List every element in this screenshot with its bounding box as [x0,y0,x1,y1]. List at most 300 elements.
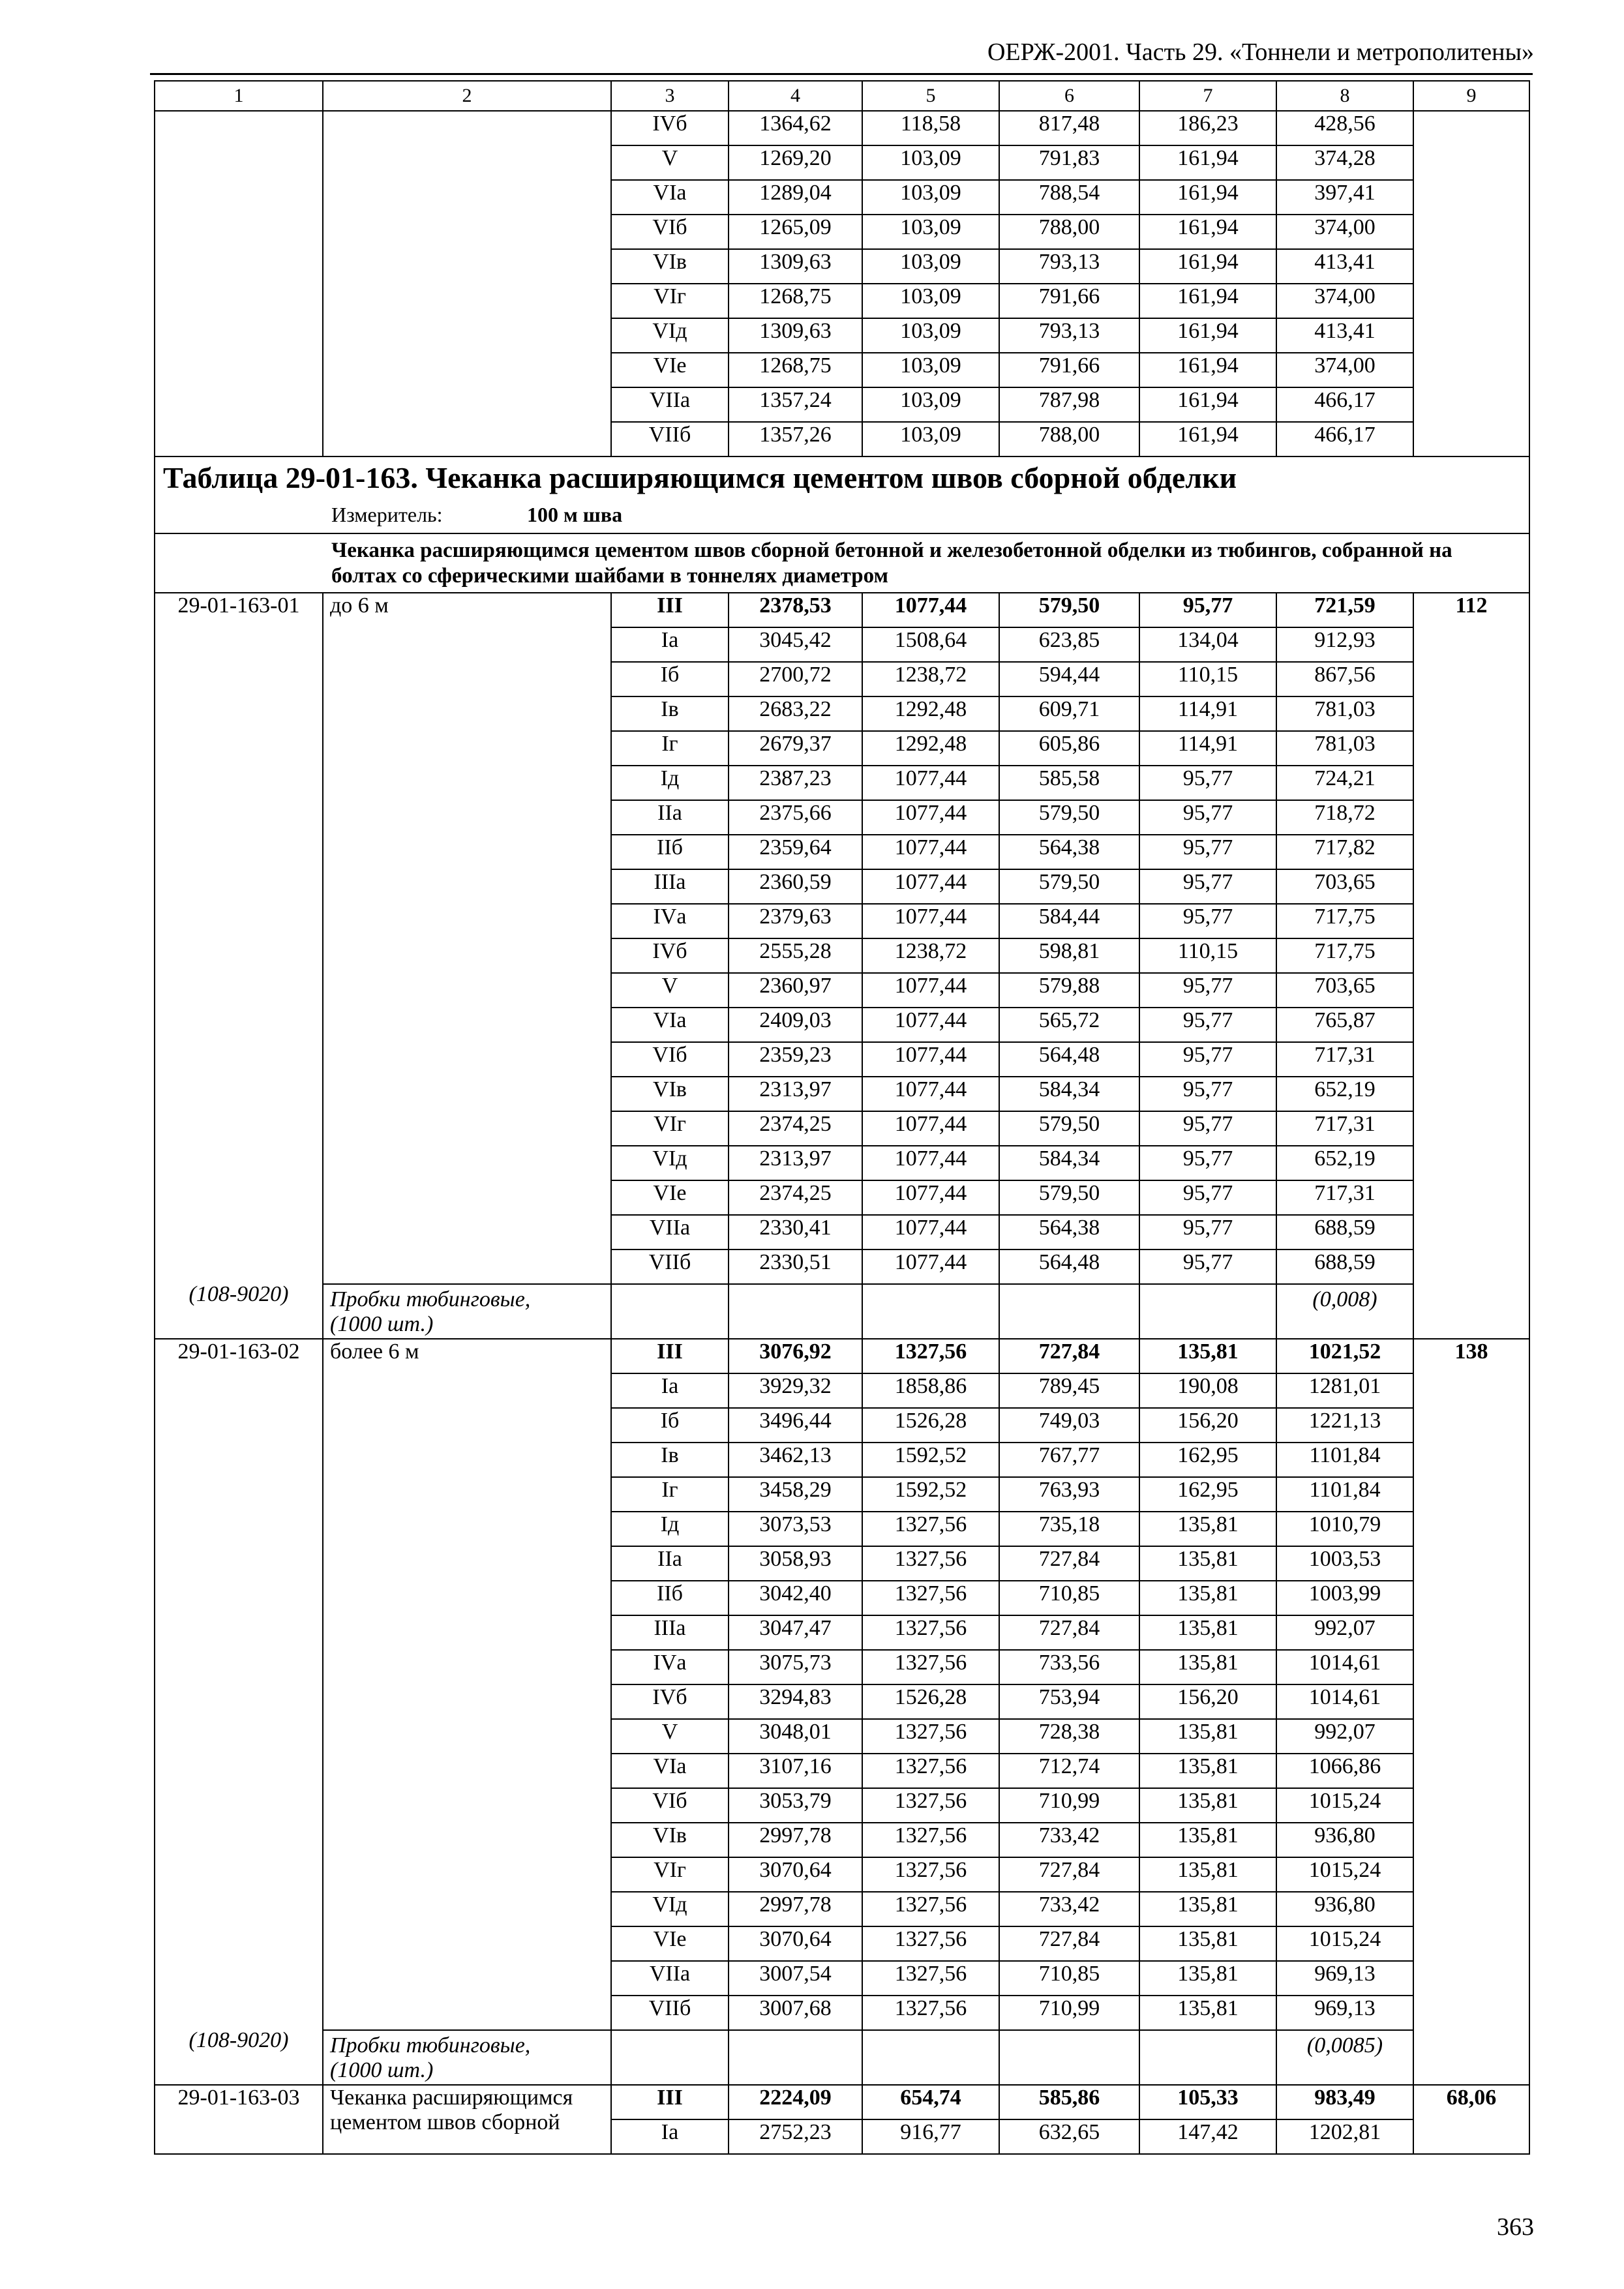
item-name: Чеканка расширяющимся цементом швов сборной [323,2085,611,2154]
zone-cell: IVб [611,938,729,973]
value-cell: 397,41 [1276,180,1413,215]
name-cell [323,353,611,387]
value-cell: 3076,92 [729,1339,862,1373]
name-cell [323,318,611,353]
empty-cell [862,2030,999,2085]
table-row [155,215,1529,249]
col9-cell [1413,284,1529,318]
value-cell: 135,81 [1139,1719,1276,1754]
value-cell: 3053,79 [729,1788,862,1823]
col9-cell [1413,180,1529,215]
value-cell: 95,77 [1139,835,1276,869]
zone-cell: IIа [611,800,729,835]
consumable-name [323,2030,611,2085]
value-cell: 1077,44 [862,904,999,938]
value-cell: 118,58 [862,111,999,145]
value-cell: 1327,56 [862,1339,999,1373]
value-cell: 1015,24 [1276,1857,1413,1892]
value-cell: 1101,84 [1276,1443,1413,1477]
value-cell: 95,77 [1139,869,1276,904]
value-cell: 2359,23 [729,1042,862,1077]
page-number: 363 [1497,2213,1534,2241]
consumable-name-line1: Пробки тюбинговые, [330,2033,531,2057]
value-cell: 2360,59 [729,869,862,904]
value-cell: 1526,28 [862,1408,999,1443]
measure-value: 100 м шва [527,502,623,526]
value-cell: 3047,47 [729,1615,862,1650]
value-cell: 1327,56 [862,1961,999,1996]
value-cell: 787,98 [999,387,1139,422]
value-cell: 135,81 [1139,1857,1276,1892]
value-cell: 135,81 [1139,1650,1276,1684]
col9-cell [1413,215,1529,249]
value-cell: 727,84 [999,1926,1139,1961]
value-cell: 781,03 [1276,731,1413,766]
column-number-row [155,81,1529,111]
value-cell: 156,20 [1139,1408,1276,1443]
empty-cell [611,1284,729,1339]
zone-cell: V [611,145,729,180]
zone-cell: IVб [611,111,729,145]
item-col9: 112 [1413,593,1529,1339]
value-cell: 727,84 [999,1339,1139,1373]
consumable-value: (0,008) [1276,1284,1413,1339]
value-cell: 727,84 [999,1615,1139,1650]
zone-cell: III [611,593,729,627]
value-cell: 156,20 [1139,1684,1276,1719]
column-number: 3 [611,81,729,111]
empty-cell [1139,2030,1276,2085]
value-cell: 1327,56 [862,1512,999,1546]
value-cell: 135,81 [1139,1581,1276,1615]
zone-cell: VIIа [611,1961,729,1996]
value-cell: 1327,56 [862,1788,999,1823]
value-cell: 733,56 [999,1650,1139,1684]
consumable-unit: (1000 шт.) [330,2058,434,2083]
code-cell [155,145,323,180]
value-cell: 1526,28 [862,1684,999,1719]
rates-table [154,80,1530,2155]
value-cell: 1238,72 [862,662,999,696]
value-cell: 791,66 [999,284,1139,318]
zone-cell: Iб [611,662,729,696]
consumable-name-line1: Пробки тюбинговые, [330,1287,531,1311]
value-cell: 564,38 [999,1215,1139,1249]
table-row [155,422,1529,456]
value-cell: 579,50 [999,869,1139,904]
zone-cell: VIе [611,1180,729,1215]
column-number: 8 [1276,81,1413,111]
col9-cell [1413,353,1529,387]
value-cell: 95,77 [1139,1180,1276,1215]
value-cell: 2330,51 [729,1249,862,1284]
value-cell: 605,86 [999,731,1139,766]
value-cell: 1077,44 [862,1146,999,1180]
zone-cell: Iб [611,1408,729,1443]
value-cell: 584,34 [999,1146,1139,1180]
value-cell: 3045,42 [729,627,862,662]
value-cell: 1357,26 [729,422,862,456]
zone-cell: VIб [611,1042,729,1077]
value-cell: 135,81 [1139,1961,1276,1996]
value-cell: 733,42 [999,1823,1139,1857]
value-cell: 161,94 [1139,422,1276,456]
col9-cell [1413,111,1529,145]
value-cell: 1268,75 [729,353,862,387]
item-col9: 68,06 [1413,2085,1529,2154]
value-cell: 564,48 [999,1249,1139,1284]
value-cell: 135,81 [1139,1823,1276,1857]
consumable-name [323,1284,611,1339]
zone-cell: Iа [611,1373,729,1408]
value-cell: 1015,24 [1276,1926,1413,1961]
item-name: до 6 м [323,593,611,1284]
column-number: 7 [1139,81,1276,111]
col9-cell [1413,318,1529,353]
value-cell: 2375,66 [729,800,862,835]
value-cell: 2313,97 [729,1146,862,1180]
value-cell: 2700,72 [729,662,862,696]
value-cell: 916,77 [862,2119,999,2154]
value-cell: 1268,75 [729,284,862,318]
zone-cell: IIIа [611,869,729,904]
value-cell: 564,48 [999,1042,1139,1077]
zone-cell: VIг [611,284,729,318]
value-cell: 134,04 [1139,627,1276,662]
value-cell: 135,81 [1139,1546,1276,1581]
value-cell: 817,48 [999,111,1139,145]
value-cell: 2387,23 [729,766,862,800]
value-cell: 1327,56 [862,1996,999,2030]
value-cell: 162,95 [1139,1443,1276,1477]
value-cell: 95,77 [1139,1077,1276,1111]
value-cell: 3462,13 [729,1443,862,1477]
value-cell: 992,07 [1276,1615,1413,1650]
value-cell: 3042,40 [729,1581,862,1615]
value-cell: 1327,56 [862,1546,999,1581]
description-text: Чеканка расширяющимся цементом швов сборной бетонной и железобетонной обделки из тюбингов, собранной на болтах со сферическими шайбами в тоннелях диаметром [331,538,1452,588]
value-cell: 1010,79 [1276,1512,1413,1546]
zone-cell: VIг [611,1857,729,1892]
value-cell: 721,59 [1276,593,1413,627]
zone-cell: VIIа [611,387,729,422]
value-cell: 1077,44 [862,1111,999,1146]
value-cell: 103,09 [862,387,999,422]
empty-cell [729,1284,862,1339]
zone-cell: V [611,973,729,1008]
value-cell: 2313,97 [729,1077,862,1111]
value-cell: 161,94 [1139,215,1276,249]
value-cell: 767,77 [999,1443,1139,1477]
zone-cell: IIа [611,1546,729,1581]
value-cell: 374,28 [1276,145,1413,180]
zone-cell: VIIб [611,422,729,456]
value-cell: 2374,25 [729,1111,862,1146]
value-cell: 1014,61 [1276,1650,1413,1684]
table-title: Таблица 29-01-163. Чеканка расширяющимся цементом швов сборной обделки [155,456,1529,499]
zone-cell: VIд [611,1892,729,1926]
value-cell: 793,13 [999,318,1139,353]
zone-cell: IVа [611,904,729,938]
value-cell: 1077,44 [862,1215,999,1249]
name-cell [323,180,611,215]
value-cell: 609,71 [999,696,1139,731]
name-cell [323,249,611,284]
value-cell: 1508,64 [862,627,999,662]
table-row [155,111,1529,145]
value-cell: 793,13 [999,249,1139,284]
zone-cell: Iв [611,696,729,731]
empty-cell [1139,1284,1276,1339]
value-cell: 789,45 [999,1373,1139,1408]
value-cell: 3496,44 [729,1408,862,1443]
item-code: 29-01-163-03 [155,2085,323,2154]
zone-cell: Iг [611,731,729,766]
value-cell: 103,09 [862,318,999,353]
value-cell: 95,77 [1139,1008,1276,1042]
value-cell: 161,94 [1139,284,1276,318]
description-cell [155,533,1529,593]
consumable-code: (108-9020) [188,2028,289,2053]
value-cell: 2409,03 [729,1008,862,1042]
zone-cell: VIа [611,1008,729,1042]
value-cell: 565,72 [999,1008,1139,1042]
empty-cell [729,2030,862,2085]
value-cell: 103,09 [862,249,999,284]
value-cell: 3107,16 [729,1754,862,1788]
value-cell: 114,91 [1139,696,1276,731]
value-cell: 161,94 [1139,180,1276,215]
description-row [155,533,1529,593]
value-cell: 1327,56 [862,1650,999,1684]
measure-label: Измеритель: [331,502,443,526]
table-row [155,1339,1529,1373]
zone-cell: VIа [611,180,729,215]
table-title-row [155,456,1529,499]
item-name: более 6 м [323,1339,611,2030]
name-cell [323,284,611,318]
value-cell: 466,17 [1276,387,1413,422]
value-cell: 95,77 [1139,973,1276,1008]
value-cell: 1269,20 [729,145,862,180]
table-row [155,180,1529,215]
name-cell [323,215,611,249]
code-cell [155,111,323,145]
empty-cell [611,2030,729,2085]
header-rule [150,73,1533,75]
value-cell: 1364,62 [729,111,862,145]
value-cell: 1101,84 [1276,1477,1413,1512]
zone-cell: VIIб [611,1996,729,2030]
value-cell: 733,42 [999,1892,1139,1926]
value-cell: 95,77 [1139,1249,1276,1284]
value-cell: 579,50 [999,593,1139,627]
empty-cell [999,2030,1139,2085]
value-cell: 564,38 [999,835,1139,869]
value-cell: 724,21 [1276,766,1413,800]
consumable-code: (108-9020) [188,1281,289,1306]
value-cell: 161,94 [1139,387,1276,422]
zone-cell: VIд [611,1146,729,1180]
value-cell: 1003,99 [1276,1581,1413,1615]
value-cell: 710,85 [999,1581,1139,1615]
value-cell: 1289,04 [729,180,862,215]
value-cell: 1592,52 [862,1443,999,1477]
value-cell: 718,72 [1276,800,1413,835]
value-cell: 135,81 [1139,1892,1276,1926]
value-cell: 727,84 [999,1857,1139,1892]
value-cell: 1327,56 [862,1719,999,1754]
value-cell: 1281,01 [1276,1373,1413,1408]
zone-cell: VIа [611,1754,729,1788]
value-cell: 1077,44 [862,869,999,904]
value-cell: 765,87 [1276,1008,1413,1042]
value-cell: 3048,01 [729,1719,862,1754]
value-cell: 95,77 [1139,1215,1276,1249]
col9-cell [1413,249,1529,284]
value-cell: 791,83 [999,145,1139,180]
value-cell: 1327,56 [862,1892,999,1926]
value-cell: 2997,78 [729,1823,862,1857]
value-cell: 579,88 [999,973,1139,1008]
value-cell: 95,77 [1139,800,1276,835]
value-cell: 2683,22 [729,696,862,731]
value-cell: 585,58 [999,766,1139,800]
consumable-value: (0,0085) [1276,2030,1413,2085]
value-cell: 3075,73 [729,1650,862,1684]
value-cell: 1077,44 [862,593,999,627]
value-cell: 413,41 [1276,249,1413,284]
zone-cell: Iг [611,1477,729,1512]
value-cell: 1003,53 [1276,1546,1413,1581]
value-cell: 717,75 [1276,938,1413,973]
value-cell: 585,86 [999,2085,1139,2119]
value-cell: 788,00 [999,215,1139,249]
item-col9: 138 [1413,1339,1529,2085]
value-cell: 374,00 [1276,215,1413,249]
consumable-row [155,2030,1529,2085]
value-cell: 1221,13 [1276,1408,1413,1443]
zone-cell: V [611,1719,729,1754]
value-cell: 1292,48 [862,731,999,766]
value-cell: 2752,23 [729,2119,862,2154]
value-cell: 727,84 [999,1546,1139,1581]
value-cell: 1309,63 [729,318,862,353]
value-cell: 717,82 [1276,835,1413,869]
value-cell: 2374,25 [729,1180,862,1215]
value-cell: 688,59 [1276,1249,1413,1284]
column-number: 9 [1413,81,1529,111]
value-cell: 1077,44 [862,835,999,869]
value-cell: 1077,44 [862,1249,999,1284]
zone-cell: IIб [611,835,729,869]
value-cell: 703,65 [1276,973,1413,1008]
empty-cell [862,1284,999,1339]
value-cell: 763,93 [999,1477,1139,1512]
value-cell: 2360,97 [729,973,862,1008]
code-cell [155,353,323,387]
value-cell: 654,74 [862,2085,999,2119]
value-cell: 2997,78 [729,1892,862,1926]
zone-cell: Iд [611,766,729,800]
value-cell: 1077,44 [862,1077,999,1111]
value-cell: 969,13 [1276,1961,1413,1996]
value-cell: 3070,64 [729,1926,862,1961]
value-cell: 135,81 [1139,1996,1276,2030]
col9-cell [1413,422,1529,456]
measure-cell [155,499,1529,533]
zone-cell: VIб [611,215,729,249]
item-code: 29-01-163-02 (108-9020) [155,1339,323,2085]
value-cell: 1066,86 [1276,1754,1413,1788]
value-cell: 1077,44 [862,973,999,1008]
value-cell: 1021,52 [1276,1339,1413,1373]
value-cell: 135,81 [1139,1926,1276,1961]
value-cell: 161,94 [1139,353,1276,387]
zone-cell: VIе [611,1926,729,1961]
value-cell: 728,38 [999,1719,1139,1754]
value-cell: 3294,83 [729,1684,862,1719]
value-cell: 1015,24 [1276,1788,1413,1823]
value-cell: 983,49 [1276,2085,1413,2119]
value-cell: 135,81 [1139,1615,1276,1650]
value-cell: 992,07 [1276,1719,1413,1754]
value-cell: 2379,63 [729,904,862,938]
value-cell: 161,94 [1139,318,1276,353]
value-cell: 2679,37 [729,731,862,766]
value-cell: 1327,56 [862,1926,999,1961]
value-cell: 936,80 [1276,1823,1413,1857]
value-cell: 95,77 [1139,766,1276,800]
item-code: 29-01-163-01 (108-9020) [155,593,323,1339]
zone-cell: Iа [611,2119,729,2154]
value-cell: 2330,41 [729,1215,862,1249]
zone-cell: VIв [611,249,729,284]
value-cell: 105,33 [1139,2085,1276,2119]
value-cell: 374,00 [1276,284,1413,318]
value-cell: 1292,48 [862,696,999,731]
value-cell: 135,81 [1139,1788,1276,1823]
value-cell: 114,91 [1139,731,1276,766]
value-cell: 710,85 [999,1961,1139,1996]
value-cell: 3007,68 [729,1996,862,2030]
value-cell: 717,31 [1276,1180,1413,1215]
value-cell: 374,00 [1276,353,1413,387]
table-row [155,284,1529,318]
value-cell: 652,19 [1276,1077,1413,1111]
table-row [155,145,1529,180]
table-row [155,387,1529,422]
col9-cell [1413,145,1529,180]
name-cell [323,422,611,456]
value-cell: 688,59 [1276,1215,1413,1249]
zone-cell: VIг [611,1111,729,1146]
column-number: 5 [862,81,999,111]
value-cell: 2555,28 [729,938,862,973]
value-cell: 3929,32 [729,1373,862,1408]
value-cell: 1077,44 [862,1008,999,1042]
value-cell: 135,81 [1139,1339,1276,1373]
value-cell: 3073,53 [729,1512,862,1546]
value-cell: 652,19 [1276,1146,1413,1180]
value-cell: 3458,29 [729,1477,862,1512]
value-cell: 1077,44 [862,1042,999,1077]
value-cell: 703,65 [1276,869,1413,904]
zone-cell: Iа [611,627,729,662]
value-cell: 428,56 [1276,111,1413,145]
value-cell: 186,23 [1139,111,1276,145]
value-cell: 632,65 [999,2119,1139,2154]
